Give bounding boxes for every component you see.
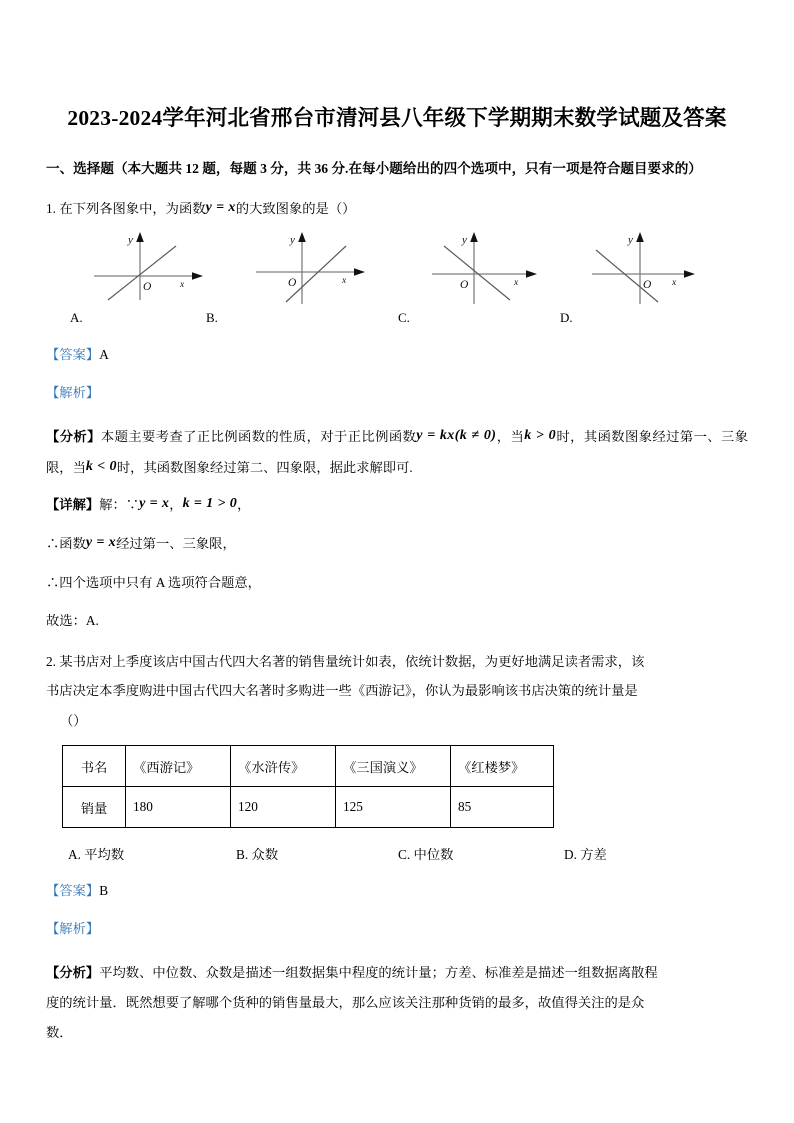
table-cell-book-3: 《三国演义》 bbox=[336, 746, 451, 787]
svg-text:O: O bbox=[643, 279, 652, 291]
fenxi-text-1: 本题主要考查了正比例函数的性质，对于正比例函数 bbox=[100, 429, 417, 444]
choice-c-label: 中位数 bbox=[413, 847, 454, 862]
choice-d-label: 方差 bbox=[580, 847, 607, 862]
svg-text:y: y bbox=[290, 234, 295, 246]
choice-d[interactable] bbox=[564, 844, 607, 863]
graph-option-b bbox=[244, 228, 394, 308]
xiangjie-formula-1: y = x bbox=[139, 496, 170, 511]
question-1-analysis-tag-line bbox=[46, 370, 748, 408]
choice-d-letter: D. bbox=[564, 847, 577, 862]
fenxi-2-text-1: 平均数、中位数、众数是描述一组数据集中程度的统计量；方差、标准差是描述一组数据离散程 bbox=[99, 965, 658, 980]
question-1-fenxi bbox=[46, 408, 748, 484]
table-row-book-names bbox=[63, 746, 554, 787]
fenxi-tag-2: 【分析】 bbox=[46, 965, 100, 980]
option-letter-d[interactable]: D. bbox=[560, 310, 573, 325]
fenxi-text-2: ，当 bbox=[496, 429, 525, 444]
step2-text-a: 函数 bbox=[59, 536, 86, 551]
question-2-fenxi-line-3: 数． bbox=[46, 1025, 73, 1040]
choice-b-label: 众数 bbox=[251, 847, 279, 862]
table-rowlabel-bookname: 书名 bbox=[63, 746, 126, 787]
fenxi-tag-1: 【分析】 bbox=[46, 429, 101, 444]
choice-b[interactable] bbox=[236, 844, 278, 863]
question-1-xiangjie-line-2 bbox=[46, 521, 748, 560]
table-cell-sales-4: 85 bbox=[451, 787, 554, 828]
xiangjie-tail-1: ， bbox=[237, 497, 251, 512]
table-rowlabel-sales: 销量 bbox=[63, 787, 126, 828]
svg-text:x: x bbox=[180, 280, 185, 290]
choice-c[interactable] bbox=[398, 844, 453, 863]
option-letter-c[interactable]: C. bbox=[398, 310, 410, 325]
question-2-choices bbox=[46, 844, 748, 874]
graph-option-d bbox=[578, 228, 728, 308]
table-cell-book-2: 《水浒传》 bbox=[231, 746, 336, 787]
question-1-graph-row bbox=[46, 228, 748, 310]
graph-option-c bbox=[418, 228, 568, 308]
question-2-fenxi-line-1 bbox=[46, 944, 748, 988]
section-heading: 一、选择题（本大题共 12 题，每题 3 分，共 36 分.在每小题给出的四个选项中，只有一项是符合题目要求的） bbox=[46, 161, 702, 176]
svg-text:O: O bbox=[460, 279, 469, 291]
xiangjie-tag-1: 【详解】 bbox=[46, 497, 100, 512]
svg-text:x: x bbox=[342, 276, 347, 286]
option-letter-b[interactable]: B. bbox=[206, 310, 218, 325]
choice-a[interactable] bbox=[68, 844, 124, 863]
sales-table bbox=[62, 745, 554, 828]
svg-text:y: y bbox=[462, 234, 467, 246]
choice-a-letter: A. bbox=[68, 847, 81, 862]
question-2-stem-line-1 bbox=[46, 636, 748, 676]
table-cell-sales-1: 180 bbox=[126, 787, 231, 828]
xiangjie-formula-2: k = 1 > 0 bbox=[182, 496, 238, 511]
svg-text:x: x bbox=[672, 278, 677, 288]
fenxi-formula-3: k < 0 bbox=[85, 459, 117, 474]
fenxi-text-3: 时，其函数图象经过第一、三象限，当 bbox=[46, 429, 749, 475]
question-1-formula: y = x bbox=[205, 200, 236, 215]
question-2-number: 2. bbox=[46, 654, 56, 669]
table-row-sales bbox=[63, 787, 554, 828]
question-2-stem-line-2: 书店决定本季度购进中国古代四大名著时多购进一些《西游记》，你认为最影响该书店决策的统计量是 bbox=[46, 683, 638, 698]
question-1-xiangjie-line-4: 故选：A. bbox=[46, 613, 99, 628]
question-1-answer-line bbox=[46, 334, 748, 370]
analysis-tag-1: 【解析】 bbox=[46, 385, 100, 400]
question-1-stem-after: 的大致图象的是（） bbox=[235, 201, 356, 216]
sales-table-wrapper bbox=[46, 736, 748, 828]
answer-tag-2: 【答案】 bbox=[46, 883, 100, 898]
table-cell-sales-3: 125 bbox=[336, 787, 451, 828]
table-cell-sales-2: 120 bbox=[231, 787, 336, 828]
question-1-xiangjie-line-1 bbox=[46, 484, 748, 521]
fenxi-formula-1: y = kx(k ≠ 0) bbox=[416, 428, 497, 443]
table-cell-book-4: 《红楼梦》 bbox=[451, 746, 554, 787]
question-1-option-letters bbox=[46, 310, 748, 334]
choice-b-letter: B. bbox=[236, 847, 249, 862]
question-1-number: 1. bbox=[46, 201, 56, 216]
question-2-analysis-tag-line bbox=[46, 906, 748, 944]
question-1-xiangjie-line-3: ∴四个选项中只有 A 选项符合题意， bbox=[46, 575, 261, 590]
xiangjie-sep-1: ， bbox=[169, 497, 183, 512]
answer-value-1: A bbox=[99, 347, 109, 362]
question-1-stem-before: 在下列各图象中，为函数 bbox=[59, 201, 206, 216]
fenxi-text-4: 时，其函数图象经过第二、四象限，据此求解即可. bbox=[116, 460, 413, 475]
svg-text:y: y bbox=[128, 234, 133, 246]
xiangjie-because: ∵ bbox=[125, 497, 140, 512]
question-2-stem-text-1: 某书店对上季度该店中国古代四大名著的销售量统计如表，依统计数据，为更好地满足读者需求，该 bbox=[59, 654, 645, 669]
xiangjie-lead: 解： bbox=[99, 497, 126, 512]
question-2-stem-line-3: （） bbox=[60, 713, 87, 728]
svg-text:x: x bbox=[514, 278, 519, 288]
step2-formula: y = x bbox=[85, 535, 117, 550]
svg-text:y: y bbox=[628, 234, 633, 246]
question-2-fenxi-line-2: 度的统计量．既然想要了解哪个货种的销售量最大，那么应该关注那种货销的最多，故值得关注的是众 bbox=[46, 995, 645, 1010]
analysis-tag-2: 【解析】 bbox=[46, 921, 100, 936]
question-1-stem bbox=[46, 183, 748, 224]
option-letter-a[interactable]: A. bbox=[70, 310, 83, 325]
page-title: 2023-2024学年河北省邢台市清河县八年级下学期期末数学试题及答案 bbox=[67, 106, 727, 130]
graph-option-a bbox=[76, 228, 226, 308]
step2-text-b: 经过第一、三象限， bbox=[116, 536, 236, 551]
fenxi-formula-2: k > 0 bbox=[524, 428, 557, 443]
choice-c-letter: C. bbox=[398, 847, 411, 862]
question-2-answer-line bbox=[46, 874, 748, 906]
answer-value-2: B bbox=[99, 883, 109, 898]
choice-a-label: 平均数 bbox=[84, 847, 125, 862]
svg-text:O: O bbox=[143, 281, 152, 293]
answer-tag-1: 【答案】 bbox=[46, 347, 100, 362]
table-cell-book-1: 《西游记》 bbox=[126, 746, 231, 787]
step2-therefore: ∴ bbox=[46, 536, 60, 551]
svg-text:O: O bbox=[288, 277, 297, 289]
